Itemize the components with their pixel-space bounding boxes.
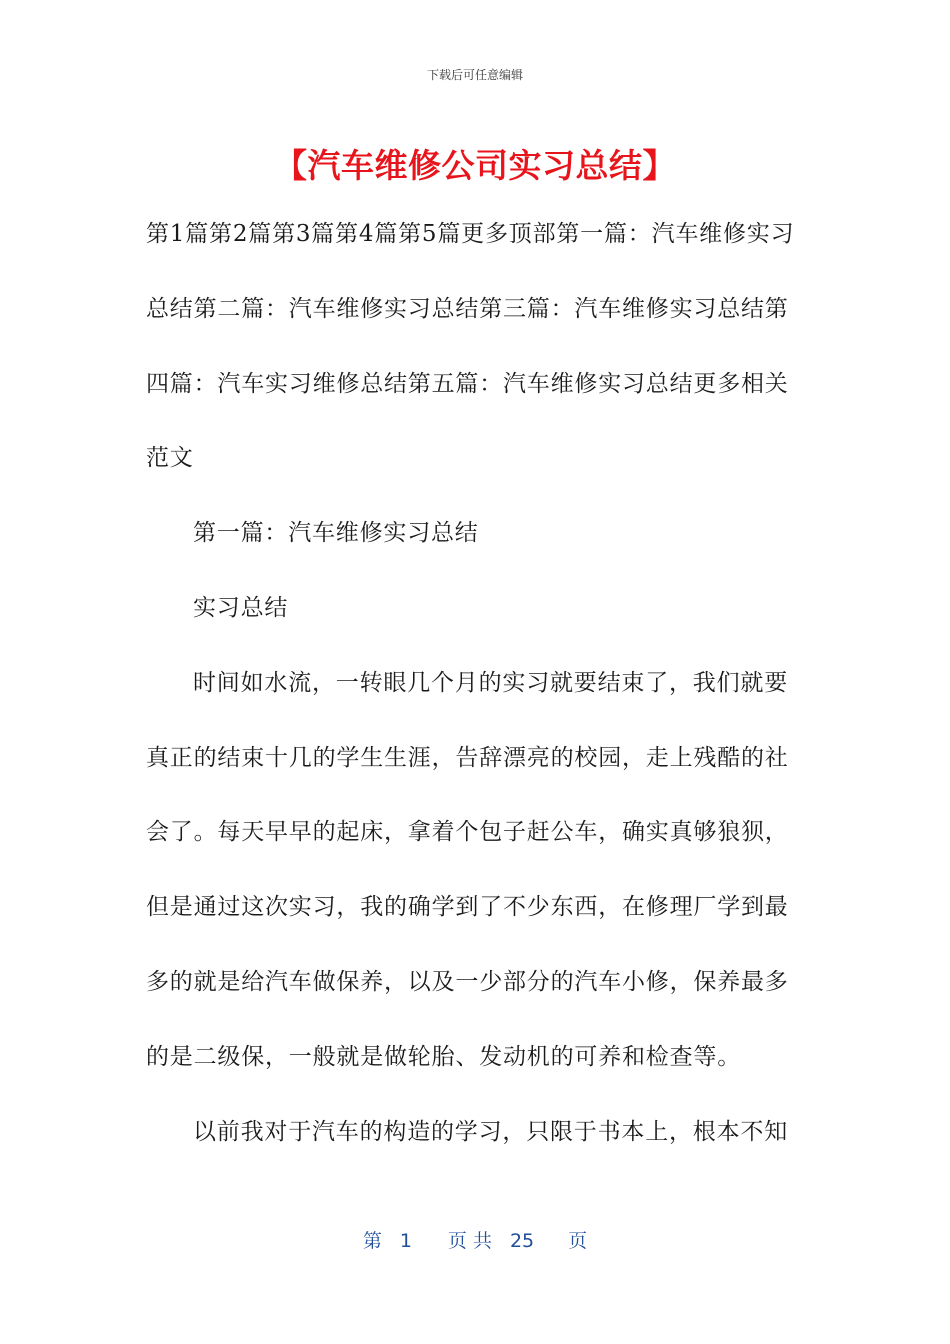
page-prefix: 第 bbox=[362, 1230, 382, 1252]
body-paragraph: 时间如水流，一转眼几个月的实习就要结束了，我们就要真正的结束十几的学生生涯，告辞漂亮的校园，走上残酷的社会了。每天早早的起床，拿着个包子赶公车，确实真够狼狈，但是通过这次实习，我的确学到了不少东西，在修理厂学到最多的就是给汽车做保养，以及一少部分的汽车小修，保养最多的是二级保，一般就是做轮胎、发动机的可养和检查等。 bbox=[146, 669, 789, 1070]
page-number: 1 bbox=[399, 1230, 412, 1252]
page-footer bbox=[0, 1226, 950, 1253]
page-total: 25 bbox=[509, 1230, 535, 1252]
document-title: 【汽车维修公司实习总结】 bbox=[274, 146, 676, 185]
body-paragraph: 以前我对于汽车的构造的学习，只限于书本上，根本不知 bbox=[193, 1118, 788, 1145]
subsection-heading: 实习总结 bbox=[193, 594, 289, 621]
document-body bbox=[146, 197, 806, 1169]
page-mid: 页 共 bbox=[447, 1230, 492, 1252]
page-suffix: 页 bbox=[568, 1230, 588, 1252]
section-heading: 第一篇：汽车维修实习总结 bbox=[193, 520, 479, 547]
header-note: 下载后可任意编辑 bbox=[426, 68, 523, 82]
toc-paragraph: 第1篇第2篇第3篇第4篇第5篇更多顶部第一篇：汽车维修实习总结第二篇：汽车维修实习总结第三篇：汽车维修实习总结第四篇：汽车实习维修总结第五篇：汽车维修实习总结更多相关范文 bbox=[146, 221, 795, 472]
